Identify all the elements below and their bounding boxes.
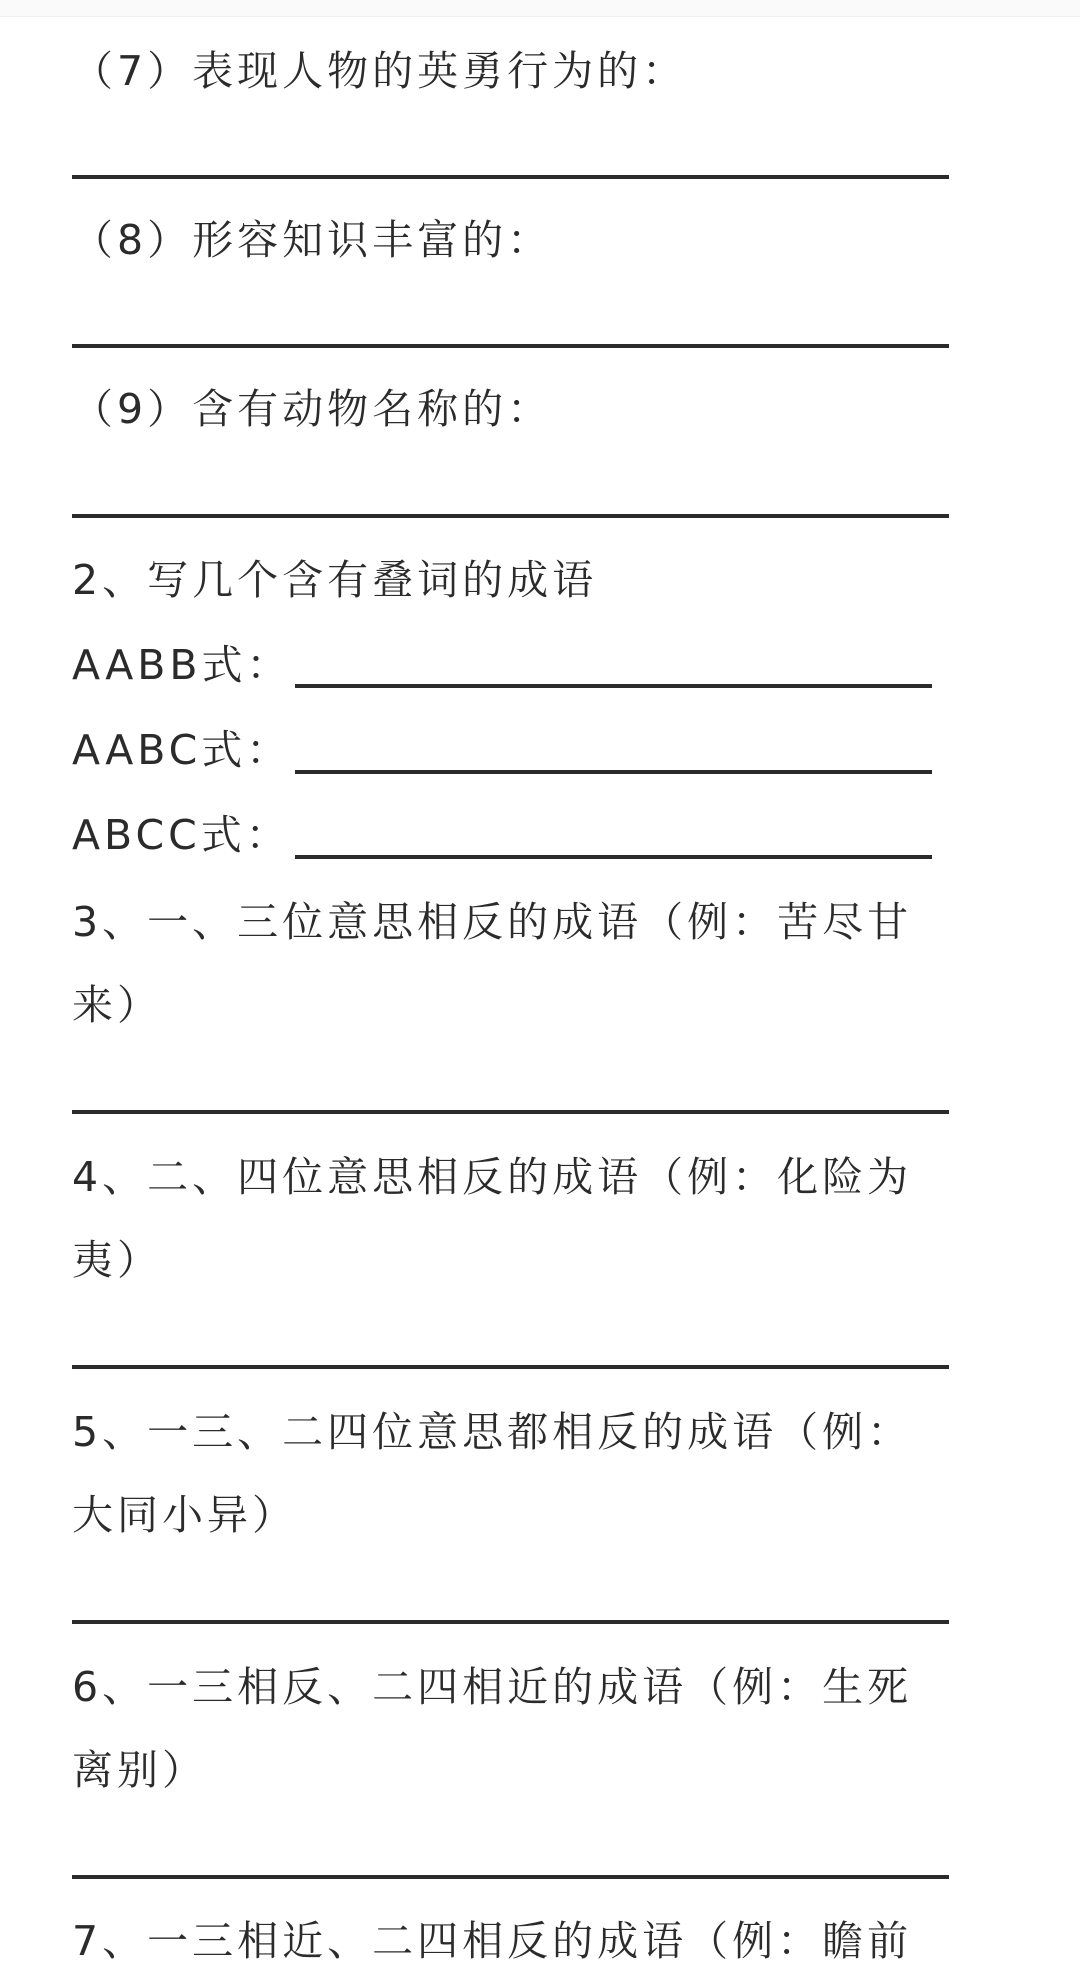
question-6-line-2: 离别） (72, 1746, 207, 1794)
abcc-label: ABCC式： (72, 811, 291, 859)
item-7-label: （7）表现人物的英勇行为的： (72, 47, 688, 95)
answer-line-aabb[interactable] (295, 684, 932, 688)
question-6-line-1: 6、一三相反、二四相近的成语（例：生死 (72, 1663, 913, 1711)
answer-line-question-4[interactable] (72, 1365, 949, 1369)
answer-line-question-6[interactable] (72, 1875, 949, 1879)
answer-line-abcc[interactable] (295, 855, 932, 859)
answer-line-item-8[interactable] (72, 344, 949, 348)
answer-line-item-9[interactable] (72, 514, 949, 518)
answer-line-item-7[interactable] (72, 175, 949, 179)
question-3-line-2: 来） (72, 981, 162, 1029)
section-2-heading: 2、写几个含有叠词的成语 (72, 556, 598, 604)
aabb-label: AABB式： (72, 641, 292, 689)
question-4-line-2: 夷） (72, 1236, 162, 1284)
item-8-label: （8）形容知识丰富的： (72, 216, 553, 264)
question-5-line-1: 5、一三、二四位意思都相反的成语（例： (72, 1408, 913, 1456)
aabc-label: AABC式： (72, 726, 292, 774)
item-9-label: （9）含有动物名称的： (72, 385, 553, 433)
question-4-line-1: 4、二、四位意思相反的成语（例：化险为 (72, 1153, 913, 1201)
question-7-line-1: 7、一三相近、二四相反的成语（例：瞻前 (72, 1917, 913, 1965)
answer-line-question-3[interactable] (72, 1110, 949, 1114)
question-3-line-1: 3、一、三位意思相反的成语（例：苦尽甘 (72, 898, 913, 946)
top-bar (0, 0, 1080, 17)
question-5-line-2: 大同小异） (72, 1491, 297, 1539)
answer-line-aabc[interactable] (295, 770, 932, 774)
answer-line-question-5[interactable] (72, 1620, 949, 1624)
